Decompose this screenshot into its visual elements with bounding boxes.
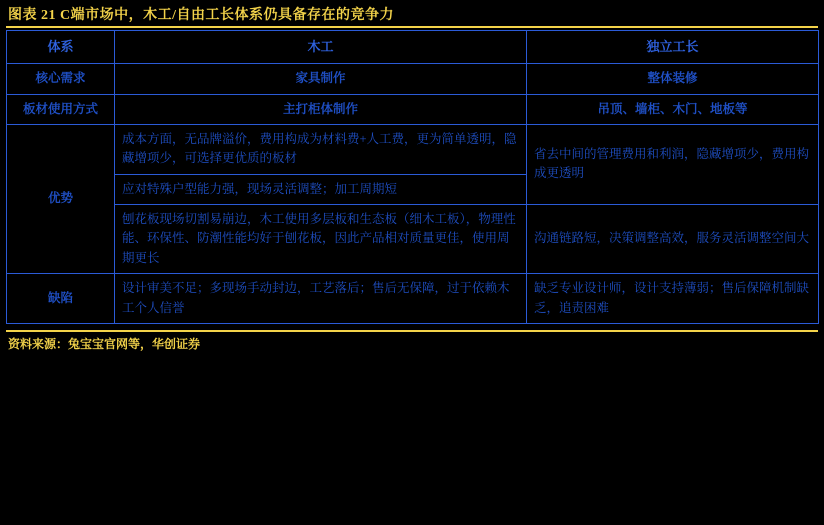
table-row <box>7 94 819 124</box>
header-wood: 木工 <box>115 31 527 64</box>
table-row <box>7 64 819 94</box>
cell-core-demand-indep: 整体装修 <box>527 64 819 94</box>
figure-title: 图表 21 C端市场中，木工/自由工长体系仍具备存在的竞争力 <box>8 8 394 23</box>
cell-advantage-indep-2: 沟通链路短，决策调整高效，服务灵活调整空间大 <box>527 205 819 274</box>
table-row <box>7 205 819 274</box>
cell-defect-wood: 设计审美不足；多现场手动封边，工艺落后；售后无保障，过于依赖木工个人信誉 <box>115 274 527 324</box>
row-label-defect: 缺陷 <box>7 274 115 324</box>
cell-advantage-wood-3: 刨花板现场切割易崩边，木工使用多层板和生态板（细木工板），物理性能、环保性、防潮性能均好于刨花板，因此产品相对质量更佳，使用周期更长 <box>115 205 527 274</box>
table-header-row <box>7 31 819 64</box>
title-divider <box>6 26 818 28</box>
row-label-core-demand: 核心需求 <box>7 64 115 94</box>
cell-board-usage-wood: 主打柜体制作 <box>115 94 527 124</box>
figure-source: 资料来源：兔宝宝官网等，华创证券 <box>8 336 201 351</box>
cell-core-demand-wood: 家具制作 <box>115 64 527 94</box>
header-independent: 独立工长 <box>527 31 819 64</box>
comparison-table <box>6 30 819 324</box>
table-row <box>7 274 819 324</box>
cell-advantage-indep-1: 省去中间的管理费用和利润，隐藏增项少，费用构成更透明 <box>527 124 819 204</box>
source-divider <box>6 330 818 332</box>
header-system: 体系 <box>7 31 115 64</box>
cell-defect-indep: 缺乏专业设计师，设计支持薄弱；售后保障机制缺乏，追责困难 <box>527 274 819 324</box>
row-label-advantage: 优势 <box>7 124 115 273</box>
cell-board-usage-indep: 吊顶、墙柜、木门、地板等 <box>527 94 819 124</box>
cell-advantage-wood-1: 成本方面，无品牌溢价，费用构成为材料费+人工费，更为简单透明，隐藏增项少，可选择更优质的板材 <box>115 124 527 174</box>
figure-title-bar <box>0 0 824 26</box>
row-label-board-usage: 板材使用方式 <box>7 94 115 124</box>
table-row <box>7 124 819 174</box>
cell-advantage-wood-2: 应对特殊户型能力强，现场灵活调整；加工周期短 <box>115 174 527 204</box>
